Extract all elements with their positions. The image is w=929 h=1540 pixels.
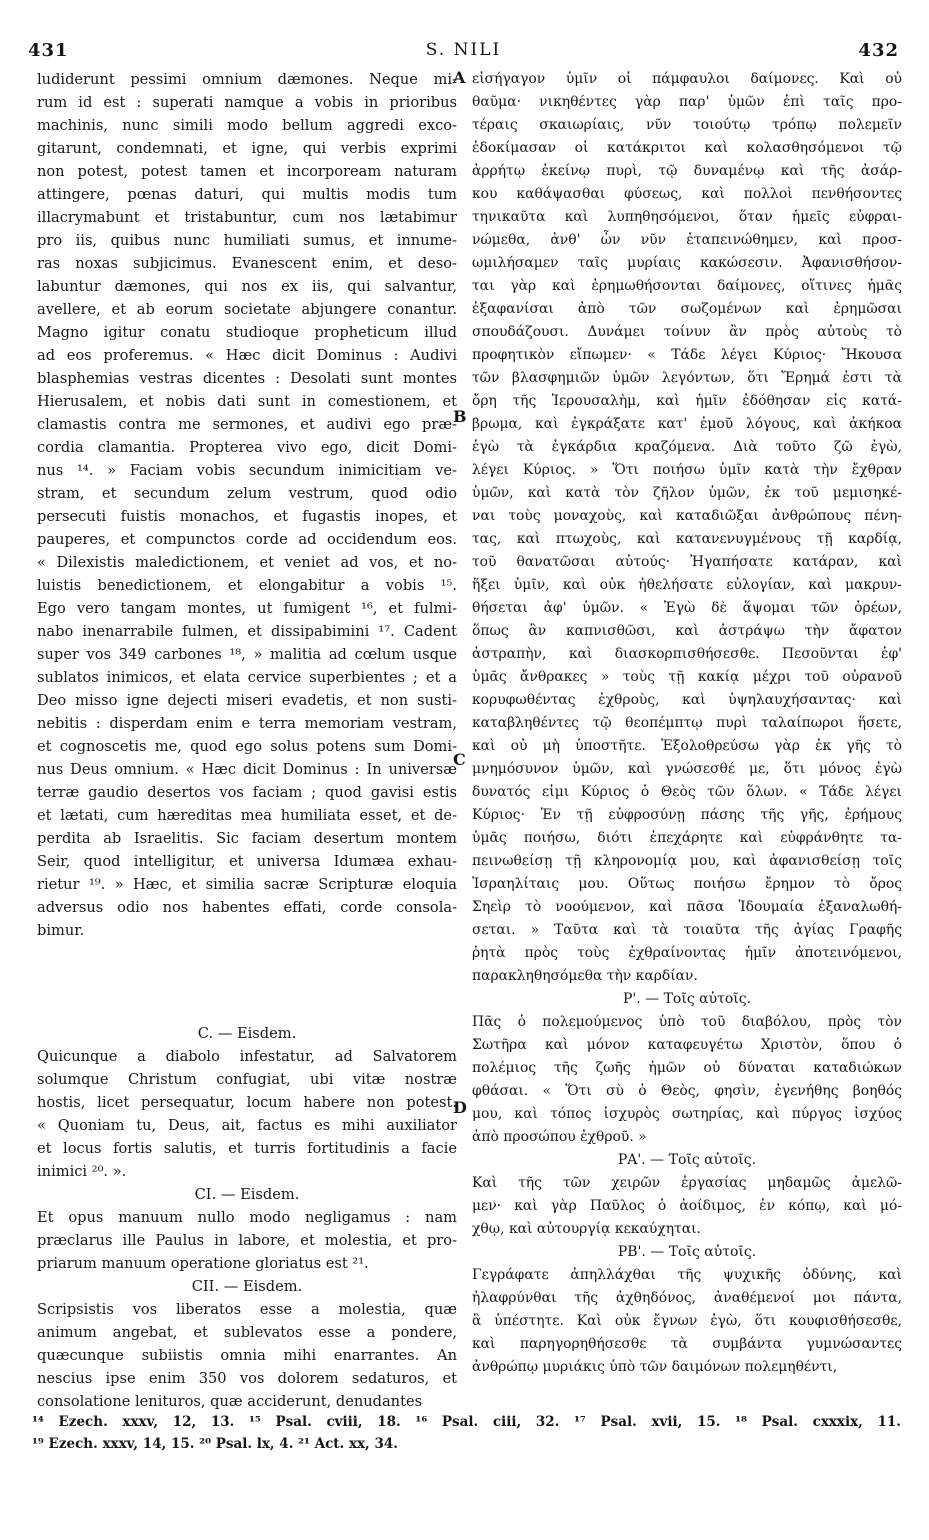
text-line: τας, καὶ πτωχοὺς, καὶ κατανενυγμένους τῇ καρδίᾳ,	[472, 531, 902, 547]
text-line: gitarunt, condemnati, et igne, qui verbis exprimi	[37, 140, 457, 157]
text-line: ἀπὸ προσώπου ἐχθροῦ. »	[472, 1129, 647, 1145]
text-line: animum angebat, et sublevatos esse a pondere,	[37, 1324, 457, 1341]
text-line: « Quoniam tu, Deus, ait, factus es mihi auxiliator	[37, 1117, 457, 1134]
text-line: πολέμιος τῆς ζωῆς ἡμῶν οὐ δύναται καταδιώκων	[472, 1060, 902, 1076]
text-line: clamastis contra me sermones, et audivi ego præ-	[37, 416, 457, 433]
text-line: μου, καὶ τόπος ἰσχυρὸς σωτηρίας, καὶ πύργος ἰσχύος	[472, 1106, 902, 1122]
left-page-number: 431	[28, 40, 69, 61]
text-line: præclarus ille Paulus in labore, et molestia, et pro-	[37, 1232, 457, 1249]
text-line: παρακληθησόμεθα τὴν καρδίαν.	[472, 968, 698, 984]
text-line: et lætati, cum hæreditas mea humiliata esset, et de-	[37, 807, 457, 824]
text-line: Ego vero tangam montes, ut fumigent ¹⁶, et fulmi-	[37, 600, 457, 617]
text-line: Ἰσραηλίταις μου. Οὕτως ποιήσω ἔρημον τὸ ὄρος	[472, 876, 902, 892]
text-line: δυνατός εἰμι Κύριος ὁ Θεὸς τῶν ὅλων. « Τάδε λέγει	[472, 784, 902, 800]
text-line: μεν· καὶ γὰρ Παῦλος ὁ ἀοίδιμος, ἐν κόπῳ, καὶ μό-	[472, 1198, 902, 1214]
spacer	[37, 942, 457, 1022]
text-line: νώμεθα, ἀνθ' ὧν νῦν ἐταπεινώθημεν, καὶ προσ-	[472, 232, 902, 248]
footnote-line-2: ¹⁹ Ezech. xxxv, 14, 15. ²⁰ Psal. lx, 4. ²¹ Act. xx, 34.	[32, 1436, 398, 1452]
text-line: machinis, nunc simili modo bellum aggredi exco-	[37, 117, 457, 134]
text-line: πεινωθείσῃ τῇ κληρονομίᾳ μου, καὶ ἀφανισθείσῃ τοῖς	[472, 853, 902, 869]
section-heading-c: C. — Eisdem.	[197, 1025, 297, 1042]
footnote-line-1: ¹⁴ Ezech. xxxv, 12, 13. ¹⁵ Psal. cviii, 18. ¹⁶ Psal. ciii, 32. ¹⁷ Psal. xvii, 15. ¹⁸ Psal. cxxxix, 11.	[32, 1414, 901, 1430]
text-line: Σωτῆρα καὶ μόνον καταφευγέτω Χριστὸν, ὅπου ὁ	[472, 1037, 902, 1053]
text-line: φθάσαι. « Ὅτι σὺ ὁ Θεὸς, φησὶν, ἐγενήθης βοηθός	[472, 1083, 902, 1099]
text-line: καὶ παρηγορηθήσεσθε τὰ συμβάντα γυμνώσαντες	[472, 1336, 902, 1352]
text-line: Deo misso igne dejecti miseri evadetis, et non susti-	[37, 692, 457, 709]
text-line: τῶν βλασφημιῶν ὑμῶν λεγόντων, ὅτι Ἔρημά ἐστι τὰ	[472, 370, 902, 386]
text-line: ὅπως ἂν καπνισθῶσι, καὶ ἀστράψω τὴν ἄφατον	[472, 623, 902, 639]
text-line: βρωμα, καὶ ἐγκράξατε κατ' ἐμοῦ λόγους, καὶ ἀκήκοα	[472, 416, 902, 432]
text-line: Πᾶς ὁ πολεμούμενος ὑπὸ τοῦ διαβόλου, πρὸς τὸν	[472, 1014, 902, 1030]
text-line: Scripsistis vos liberatos esse a molestia, quæ	[37, 1301, 457, 1318]
latin-column	[37, 68, 457, 1413]
section-heading-ra: ΡΑ'. — Τοῖς αὐτοῖς.	[617, 1152, 757, 1168]
text-line: ὄρη τῆς Ἱερουσαλὴμ, καὶ ἡμῖν ἐδόθησαν εἰς κατά-	[472, 393, 902, 409]
margin-letter-a: A	[453, 68, 466, 87]
text-line: χθῳ, καὶ αὐτουργίᾳ κεκαύχηται.	[472, 1221, 701, 1237]
page-header	[28, 40, 899, 66]
text-line: rum id est : superati namque a vobis in prioribus	[37, 94, 457, 111]
text-line: pauperes, et compunctos corde ad occidendum eos.	[37, 531, 457, 548]
text-line: pro iis, quibus nunc humiliati sumus, et innume-	[37, 232, 457, 249]
text-line: non potest, potest tamen et incorpoream naturam	[37, 163, 457, 180]
text-line: adversus odio nos habentes effati, corde consola-	[37, 899, 457, 916]
text-line: ναι τοὺς μοναχοὺς, καὶ καταδιῶξαι ἀνθρώπους πένη-	[472, 508, 902, 524]
text-line: λέγει Κύριος. » Ὅτι ποιήσω ὑμῖν κατὰ τὴν ἔχθραν	[472, 462, 902, 478]
text-line: ἀνθρώπῳ μυριάκις ὑπὸ τῶν δαιμόνων πολεμηθέντι,	[472, 1359, 838, 1375]
section-heading-cii: CII. — Eisdem.	[191, 1278, 303, 1295]
running-title: S. NILI	[425, 40, 502, 60]
text-line: ὑμᾶς ἄνθρακες » τοὺς τῇ κακίᾳ μέχρι τοῦ οὐρανοῦ	[472, 669, 902, 685]
text-line: τηνικαῦτα καὶ λυπηθησόμενοι, ὅταν ἡμεῖς εὐφραι-	[472, 209, 902, 225]
text-line: ἠλαφρύνθαι τῆς ἀχθηδόνος, ἀναθέμενοί μοι πάντα,	[472, 1290, 902, 1306]
text-line: εἰσήγαγον ὑμῖν οἱ πάμφαυλοι δαίμονες. Καὶ οὐ	[472, 71, 902, 87]
text-line: Γεγράφατε ἀπηλλάχθαι τῆς ψυχικῆς ὀδύνης, καὶ	[472, 1267, 902, 1283]
right-page-number: 432	[858, 40, 899, 61]
text-line: καὶ οὐ μὴ ὑποστῆτε. Ἐξολοθρεύσω γὰρ ἐκ γῆς τὸ	[472, 738, 902, 754]
text-line: ἐγὼ τὰ ἐγκάρδια κραζόμενα. Διὰ τοῦτο ζῶ ἐγὼ,	[472, 439, 902, 455]
text-line: perdita ab Israelitis. Sic faciam desertum montem	[37, 830, 457, 847]
text-line: ἀστραπὴν, καὶ διασκορπισθήσεσθε. Πεσοῦνται ἐφ'	[472, 646, 902, 662]
text-line: Seir, quod intelligitur, et universa Idumæa exhau-	[37, 853, 457, 870]
section-heading-ci: CI. — Eisdem.	[194, 1186, 300, 1203]
text-line: quæcunque subiistis omnia mihi enarrantes. An	[37, 1347, 457, 1364]
text-line: Quicunque a diabolo infestatur, ad Salvatorem	[37, 1048, 457, 1065]
text-line: Καὶ τῆς τῶν χειρῶν ἐργασίας μηδαμῶς ἀμελῶ-	[472, 1175, 902, 1191]
text-line: cordia clamantia. Propterea vivo ego, dicit Domi-	[37, 439, 457, 456]
text-line: hostis, licet persequatur, locum habere non potest.	[37, 1094, 457, 1111]
text-line: προφητικὸν εἴπωμεν· « Τάδε λέγει Κύριος· Ἤκουσα	[472, 347, 902, 363]
text-line: bimur.	[37, 922, 85, 939]
text-line: τοῦ θανατῶσαι αὐτούς· Ἠγαπήσατε κατάραν, καὶ	[472, 554, 902, 570]
text-line: Magno igitur conatu studioque propheticum illud	[37, 324, 457, 341]
text-line: et locus fortis salutis, et turris fortitudinis a facie	[37, 1140, 457, 1157]
text-line: attingere, pœnas daturi, qui multis modis tum	[37, 186, 457, 203]
text-line: ἐξαφανίσαι ἀπὸ τῶν σωζομένων καὶ ἐρημῶσαι	[472, 301, 902, 317]
text-line: ad eos proferemus. « Hæc dicit Dominus : Audivi	[37, 347, 457, 364]
text-line: σεται. » Ταῦτα καὶ τὰ τοιαῦτα τῆς ἁγίας Γραφῆς	[472, 922, 902, 938]
text-line: ῥητὰ πρὸς τοὺς ἐχθραίνοντας ἡμῖν ἀποτεινόμενοι,	[472, 945, 902, 961]
text-line: θαῦμα· νικηθέντες γὰρ παρ' ὑμῶν ἐπὶ ταῖς προ-	[472, 94, 902, 110]
text-line: ludiderunt pessimi omnium dæmones. Neque mi-	[37, 71, 457, 88]
greek-column	[472, 68, 902, 1379]
text-line: stram, et secundum zelum vestrum, quod odio	[37, 485, 457, 502]
margin-letter-b: B	[453, 407, 467, 426]
text-line: Σηεὶρ τὸ νοούμενον, καὶ πᾶσα Ἰδουμαία ἐξαναλωθή-	[472, 899, 902, 915]
text-line: et cognoscetis me, quod ego solus potens sum Domi-	[37, 738, 457, 755]
text-line: blasphemias vestras dicentes : Desolati sunt montes	[37, 370, 457, 387]
text-line: σπουδάζουσι. Δυνάμει τοίνυν ἂν πρὸς αὐτοὺς τὸ	[472, 324, 902, 340]
section-heading-r: Ρ'. — Τοῖς αὐτοῖς.	[622, 991, 752, 1007]
text-line: κορυφωθέντας ἐχθροὺς, καὶ ὑψηλαυχήσαντας· καὶ	[472, 692, 902, 708]
text-line: ἀρρήτῳ ἐκείνῳ πυρὶ, τῷ δυναμένῳ καὶ τῆς ἀσάρ-	[472, 163, 902, 179]
text-line: labuntur dæmones, qui nos ex iis, qui salvantur,	[37, 278, 457, 295]
text-line: « Dilexistis maledictionem, et veniet ad vos, et no-	[37, 554, 457, 571]
margin-letter-d: D	[453, 1098, 467, 1117]
text-line: τέραις σκαιωρίαις, νῦν τοιούτῳ τρόπῳ πολεμεῖν	[472, 117, 902, 133]
text-line: nescius ipse enim 350 vos dolorem sedaturos, et	[37, 1370, 457, 1387]
text-line: luistis benedictionem, et elongabitur a vobis ¹⁵.	[37, 577, 457, 594]
text-line: καταβληθέντες τῷ θεοπέμπτῳ πυρὶ ταλαίπωροι ἥσετε,	[472, 715, 902, 731]
text-line: κου καθάψασθαι φύσεως, καὶ πολλοὶ πενθήσοντες	[472, 186, 902, 202]
text-line: persecuti fuistis monachos, et fugastis inopes, et	[37, 508, 457, 525]
text-line: θήσεται ἀφ' ὑμῶν. « Ἐγὼ δὲ ἅψομαι τῶν ὀρέων,	[472, 600, 902, 616]
text-line: illacrymabunt et tristabuntur, cum nos lætabimur	[37, 209, 457, 226]
text-line: Κύριος· Ἐν τῇ εὐφροσύνῃ πάσης τῆς γῆς, ἐρήμους	[472, 807, 902, 823]
text-line: nus Deus omnium. « Hæc dicit Dominus : In universæ	[37, 761, 457, 778]
text-line: nus ¹⁴. » Faciam vobis secundum inimicitiam ve-	[37, 462, 457, 479]
text-line: ὑμῶν, καὶ κατὰ τὸν ζῆλον ὑμῶν, ἐκ τοῦ μεμισηκέ-	[472, 485, 902, 501]
text-line: ὑμᾶς ποιήσω, διότι ἐπεχάρητε καὶ εὐφράνθητε τα-	[472, 830, 902, 846]
text-line: sublatos inimicos, et elata cervice superbientes ; et a	[37, 669, 457, 686]
text-line: rietur ¹⁹. » Hæc, et similia sacræ Scripturæ eloquia	[37, 876, 457, 893]
text-line: terræ gaudio desertos vos faciam ; quod gavisi estis	[37, 784, 457, 801]
text-line: solumque Christum confugiat, ubi vitæ nostræ	[37, 1071, 457, 1088]
text-line: Hierusalem, et nobis dati sunt in comestionem, et	[37, 393, 457, 410]
text-line: super vos 349 carbones ¹⁸, » malitia ad cœlum usque	[37, 646, 457, 663]
text-line: nabo inenarrabile fulmen, et dissipabimini ¹⁷. Cadent	[37, 623, 457, 640]
text-line: ἐδοκίμασαν οἱ κατάκριτοι καὶ κολασθησόμενοι τῷ	[472, 140, 902, 156]
text-line: priarum manuum operatione gloriatus est ²¹.	[37, 1255, 369, 1272]
text-line: ἥξει ὑμῖν, καὶ οὐκ ἠθελήσατε εὐλογίαν, καὶ μακρυν-	[472, 577, 902, 593]
text-line: μνημόσυνον ὑμῶν, καὶ γνώσεσθέ με, ὅτι μόνος ἐγὼ	[472, 761, 902, 777]
text-line: nebitis : disperdam enim e terra memoriam vestram,	[37, 715, 457, 732]
text-line: ἃ ὑπέστητε. Καὶ οὐκ ἔγνων ἐγὼ, ὅτι κουφισθήσεσθε,	[472, 1313, 902, 1329]
text-line: consolatione lenituros, quæ acciderunt, denudantes	[37, 1393, 423, 1410]
text-line: inimici ²⁰. ».	[37, 1163, 127, 1180]
section-heading-rb: ΡΒ'. — Τοῖς αὐτοῖς.	[617, 1244, 757, 1260]
margin-letter-c: C	[453, 750, 466, 769]
text-line: Et opus manuum nullo modo negligamus : nam	[37, 1209, 457, 1226]
text-line: ωμιλήσαμεν ταῖς μυρίαις κακώσεσιν. Ἀφανισθήσον-	[472, 255, 902, 271]
text-line: ται γὰρ καὶ ἐρημωθήσονται δαίμονες, οἵτινες ἡμᾶς	[472, 278, 902, 294]
text-line: ras noxas subjicimus. Evanescent enim, et deso-	[37, 255, 457, 272]
text-line: avellere, et ab eorum societate abjungere conantur.	[37, 301, 457, 318]
